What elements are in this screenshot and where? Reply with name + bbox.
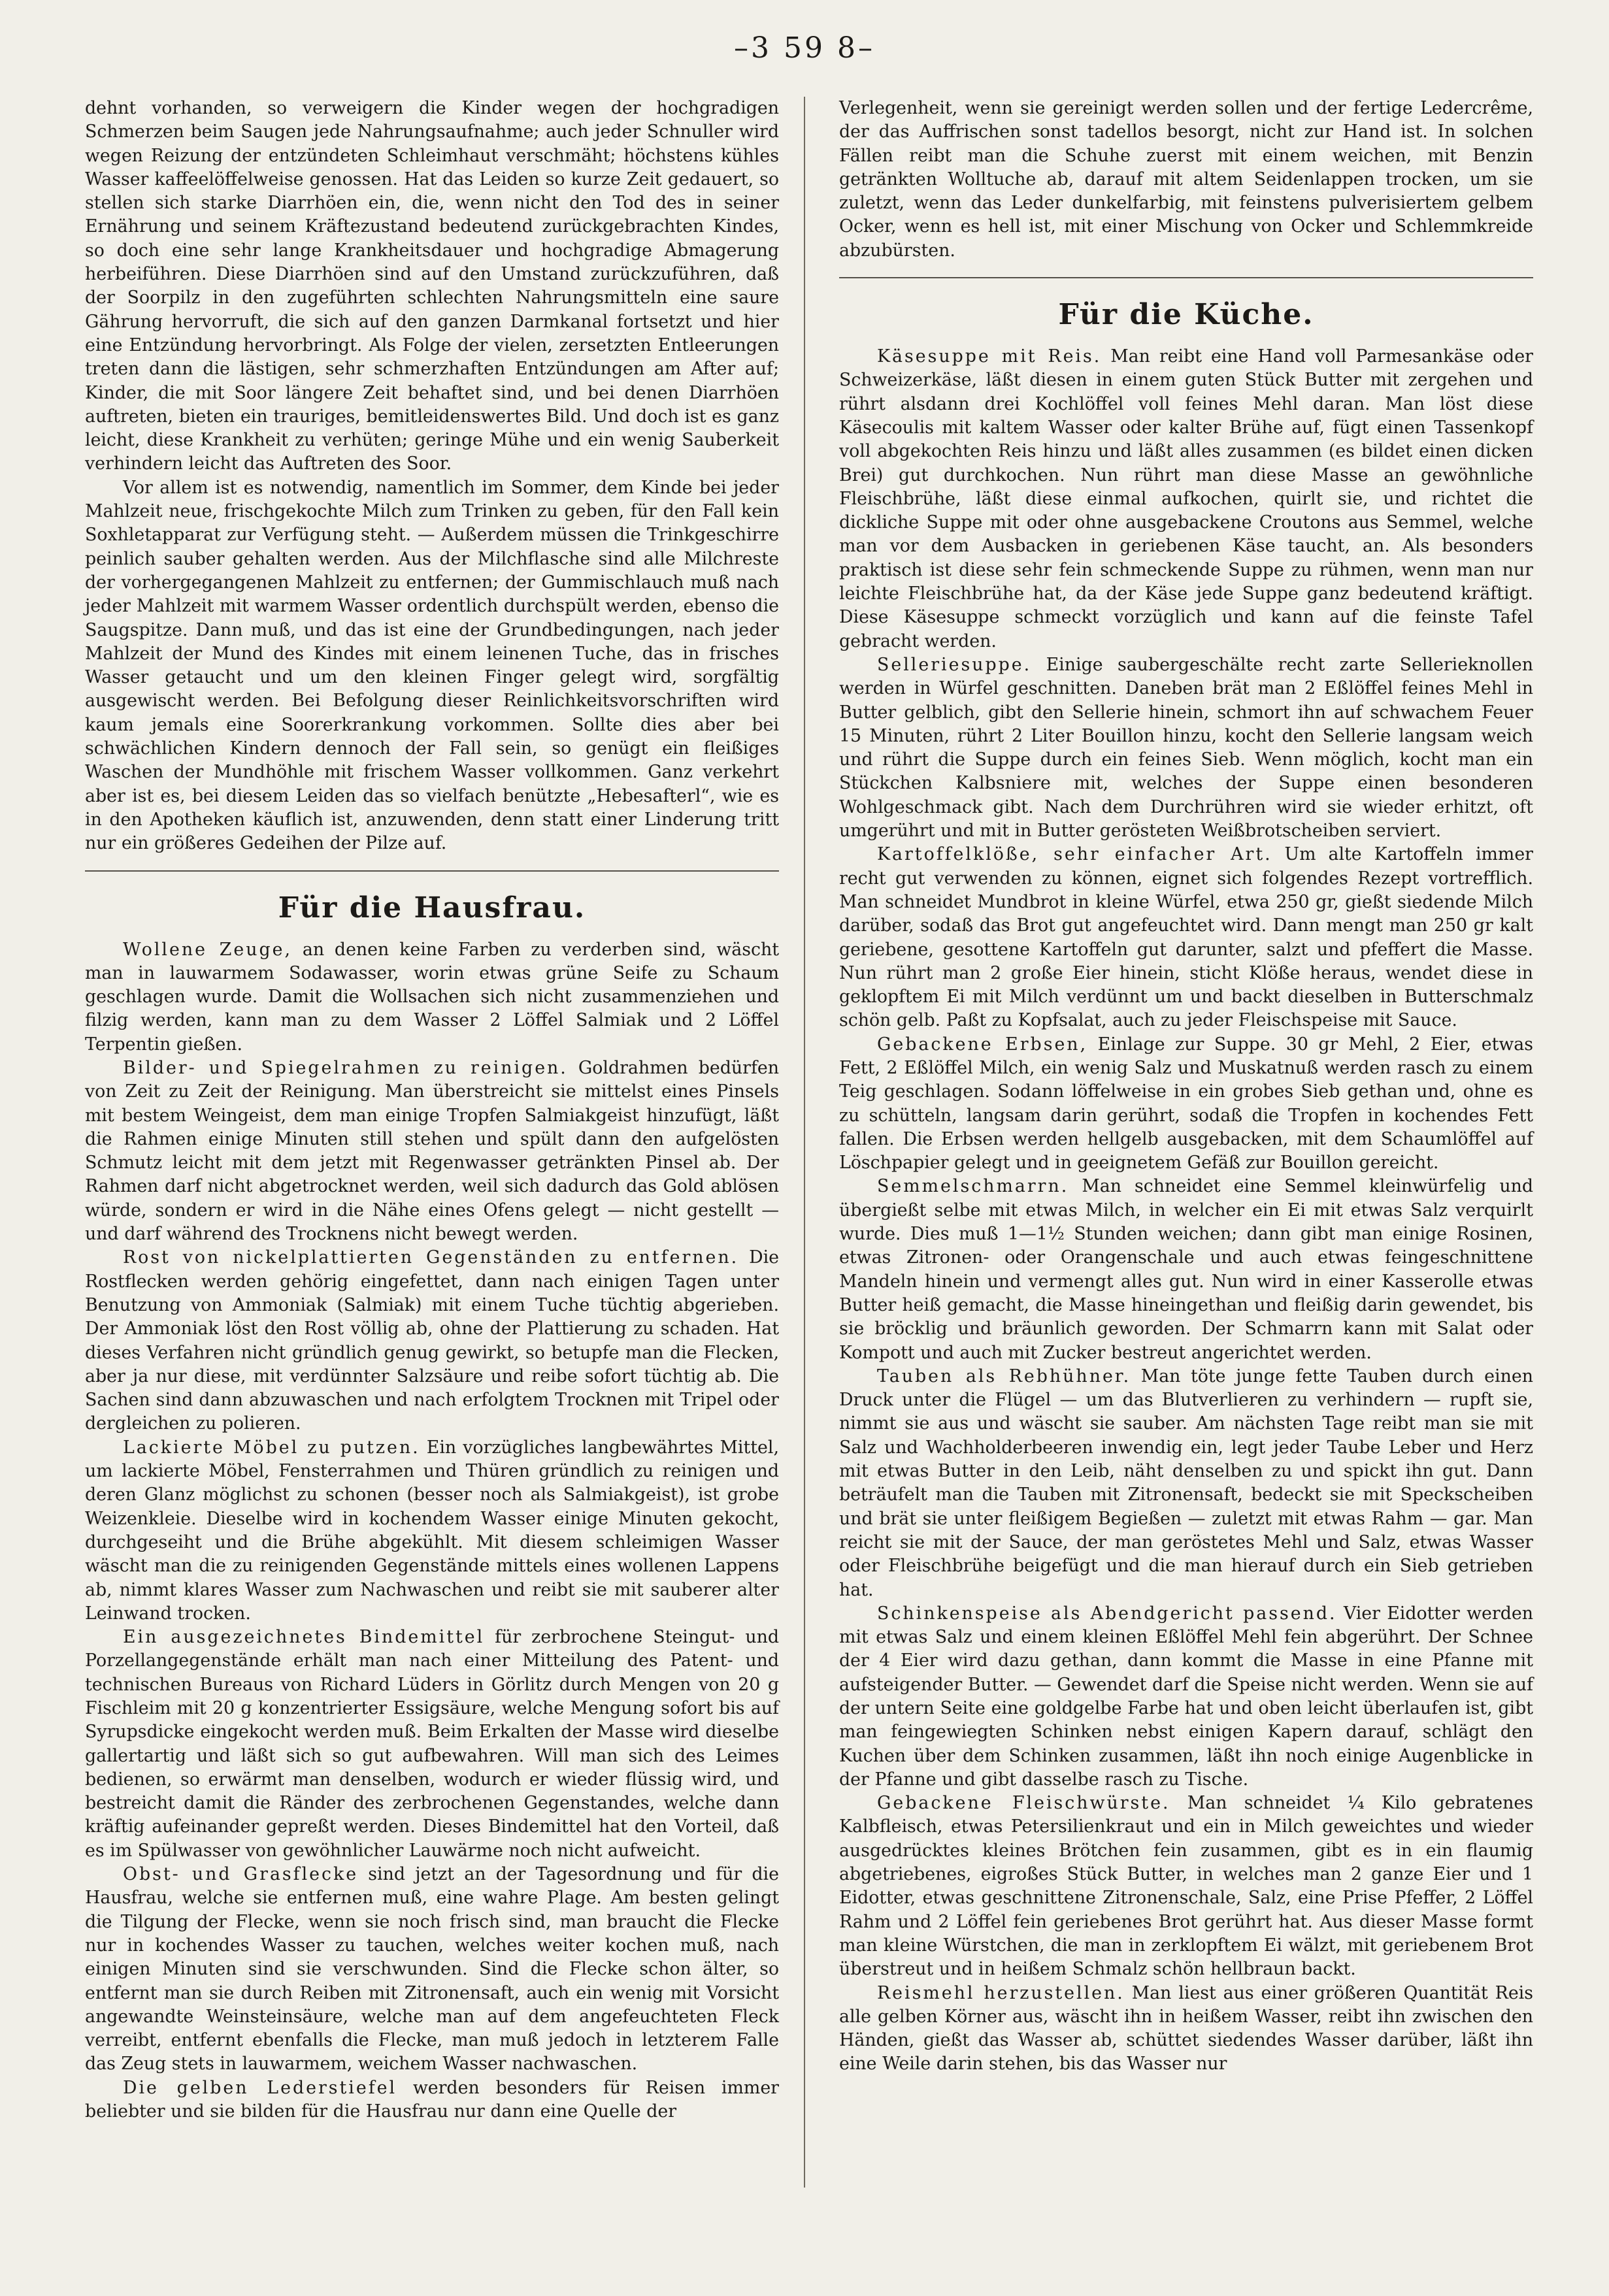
recipe-fleischwuerste [839,1792,1533,1981]
article-title: Wollene Zeuge, [123,939,293,960]
paragraph-lederstiefel-continued: Verlegenheit, wenn sie gereinigt werden sollen und der fertige Ledercrême, der das Auffrischen sonst tadellos besorgt, nicht zur Hand ist. In solchen Fällen reibt man die Schuhe zuerst mit einem weichen, mit Benzin getränkten Wolltuche ab, darauf mit altem Seidenlappen trocken, um sie zuletzt, wenn das Leder dunkelfarbig, mit feinstens pulverisiertem gelbem Ocker, wenn es hell ist, mit einer Mischung von Ocker und Schlemmkreide abzubürsten. [839,98,1533,261]
recipe-title: Reismehl herzustellen. [877,1982,1125,2003]
section-divider [85,870,779,872]
recipe-text: Vier Eidotter werden mit etwas Salz und einem kleinen Eßlöffel Mehl fein abgerührt. Der Schnee der 4 Eier wird dazu gethan, dann kommt die Masse in eine Pfanne mit aufsteigender Butter. — Gewendet darf die Speise nicht werden. Wenn sie auf der untern Seite eine goldgelbe Farbe hat und oben leicht überlaufen ist, gibt man feingewiegten Schinken nebst einigen Kapern darauf, schlägt den Kuchen über dem Schinken zusammen, läßt ihn noch einige Augenblicke in der Pfanne und gibt dasselbe rasch zu Tische. [839,1603,1533,1790]
recipe-text: Um alte Kartoffeln immer recht gut verwenden zu können, eignet sich folgendes Rezept vortrefflich. Man schneidet Mundbrot in kleine Würfel, etwa 250 gr, gießt siedende Milch darüber, sodaß das Brot gut angefeuchtet wird. Dann mengt man 250 gr kalt geriebene, gesottene Kartoffeln gut darunter, salzt und pfeffert die Masse. Nun rührt man 2 große Eier hinein, sticht Klöße heraus, wendet diese in geklopftem Ei mit Milch verdünnt um und backt dieselben in Butterschmalz schön gelb. Paßt zu Kopfsalat, auch zu jeder Fleischspeise mit Sauce. [839,844,1533,1031]
article-bindemittel [85,1626,779,1863]
recipe-semmelschmarrn [839,1175,1533,1364]
section-divider [839,277,1533,278]
article-title: Bilder- und Spiegelrahmen zu reinigen. [123,1057,568,1078]
article-text: Die Rostflecken werden gehörig eingefettet, dann nach einigen Tagen unter Benutzung von Ammoniak (Salmiak) mit einem Tuche tüchtig abgerieben. Der Ammoniak löst den Rost völlig ab, ohne der Plattierung zu schaden. Hat dieses Verfahren nicht gründlich genug gewirkt, so betupfe man die Flecken, aber ja nur diese, mit verdünnter Salzsäure und reibe sofort tüchtig ab. Die Sachen sind dann abzuwaschen und nach erfolgtem Trocknen mit Tripel oder dergleichen zu polieren. [85,1247,779,1434]
article-lederstiefel [85,2076,779,2124]
page-number: –3 59 8– [734,31,875,65]
article-title: Ein ausgezeichnetes Bindemittel [123,1627,485,1648]
paragraph-hygiene: Vor allem ist es notwendig, namentlich im Sommer, dem Kinde bei jeder Mahlzeit neue, frischgekochte Milch zum Trinken zu geben, für den Fall kein Soxhletapparat zur Verfügung steht. — Außerdem müssen die Trinkgeschirre peinlich sauber gehalten werden. Aus der Milchflasche sind alle Milchreste der vorhergegangenen Mahlzeit zu entfernen; der Gummischlauch muß nach jeder Mahlzeit mit warmem Wasser ordentlich durchspült werden, ebenso die Saugspitze. Dann muß, und das ist eine der Grundbedingungen, nach jeder Mahlzeit der Mund des Kindes mit einem leinenen Tuche, das in frisches Wasser getaucht und um den kleinen Finger gelegt wird, sorgfältig ausgewischt werden. Bei Befolgung dieser Reinlichkeitsvorschriften wird kaum jemals eine Soorerkrankung vorkommen. Sollte dies aber bei schwächlichen Kindern dennoch der Fall sein, so genügt ein fleißiges Waschen der Mundhöhle mit frischem Wasser vollkommen. Ganz verkehrt aber ist es, bei diesem Leiden das so vielfach benützte „Hebesafterl“, wie es in den Apotheken käuflich ist, anzuwenden, denn statt einer Linderung tritt nur ein größeres Gedeihen der Pilze auf. [85,477,779,854]
recipe-title: Kartoffelklöße, sehr einfacher Art. [877,844,1272,865]
paragraph-soor-continued: dehnt vorhanden, so verweigern die Kinder wegen der hochgradigen Schmerzen beim Saugen jede Nahrungsaufnahme; auch jeder Schnuller wird wegen Reizung der entzündeten Schleimhaut verschmäht; höchstens kühles Wasser kaffeelöffelweise genossen. Hat das Leiden so kurze Zeit gedauert, so stellen sich starke Diarrhöen ein, die, wenn nicht den Tod des in seiner Ernährung und seinem Kräftezustand bedeutend zurückgebrachten Kindes, so doch eine sehr lange Krankheitsdauer und hochgradige Abmagerung herbeiführen. Diese Diarrhöen sind auf den Umstand zurückzuführen, daß der Soorpilz in den zugeführten schlechten Nahrungsmitteln eine saure Gährung hervorruft, die sich auf den ganzen Darmkanal fortsetzt und hier eine Entzündung hervorbringt. Als Folge der vielen, zersetzten Entleerungen treten dann die lästigen, sehr schmerzhaften Entzündungen am After auf; Kinder, die mit Soor längere Zeit behaftet sind, und bei denen Diarrhöen auftreten, bieten ein trauriges, bemitleidenswertes Bild. Und doch ist es ganz leicht, diese Krankheit zu verhüten; geringe Mühe und ein wenig Sauberkeit verhindern leicht das Auftreten des Soor. [85,98,779,474]
article-text: Ein vorzügliches langbewährtes Mittel, um lackierte Möbel, Fensterrahmen und Thüren gründlich zu reinigen und deren Glanz möglichst zu schonen (besser noch als Salmiakgeist), ist grobe Weizenkleie. Dieselbe wird in kochendem Wasser einige Minuten gekocht, durchgeseiht und die Brühe abgekühlt. Mit diesem schleimigen Wasser wäscht man die zu reinigenden Gegenstände mittels eines wollenen Lappens ab, nimmt klares Wasser zum Nachwaschen und reibt sie mit sauberer alter Leinwand trocken. [85,1437,779,1624]
column-divider [804,97,805,2188]
right-column [839,97,1533,2076]
recipe-tauben [839,1365,1533,1602]
recipe-title: Gebackene Fleischwürste. [877,1793,1170,1814]
recipe-text: Einlage zur Suppe. 30 gr Mehl, 2 Eier, etwas Fett, 2 Eßlöffel Milch, ein wenig Salz und Muskatnuß werden rasch zu einem Teig geschlagen. Sodann löffelweise in ein grobes Sieb gethan und, ohne es zu schütteln, langsam darin gerührt, sodaß die Tropfen in kochendes Fett fallen. Die Erbsen werden hellgelb ausgebacken, mit dem Schaumlöffel auf Löschpapier gelegt und in geeignetem Gefäß zur Bouillon gereicht. [839,1034,1534,1173]
recipe-text: Man töte junge fette Tauben durch einen Druck unter die Flügel — um das Blutverlieren zu verhindern — rupft sie, nimmt sie aus und wäscht sie sauber. Am nächsten Tage reibt man sie mit Salz und Wachholderbeeren inwendig ein, legt jeder Taube Leber und Herz mit etwas Butter in den Leib, näht denselben zu und spickt ihn gut. Dann beträufelt man die Tauben mit Zitronensaft, bedeckt sie mit Speckscheiben und brät sie unter fleißigem Begießen — zuletzt mit etwas Rahm — gar. Man reicht sie mit der Sauce, der man geröstetes Mehl und Salz, etwas Wasser oder Fleischbrühe beigefügt und die man hierauf durch ein Sieb getrieben hat. [839,1366,1533,1600]
article-text: sind jetzt an der Tagesordnung und für die Hausfrau, welche sie entfernen muß, eine wahre Plage. Am besten gelingt die Tilgung der Flecke, wenn sie noch frisch sind, man braucht die Flecke nur in kochendes Wasser zu tauchen, welches weiter kochen muß, nach einigen Minuten sind sie verschwunden. Sind die Flecke schon älter, so entfernt man sie durch Reiben mit Zitronensaft, auch ein wenig mit Vorsicht angewandte Weinsteinsäure, welche man auf dem angefeuchteten Fleck verreibt, entfernt ebenfalls die Flecke, man muß jedoch in letzterem Falle das Zeug stets in lauwarmem, weichem Wasser nachwaschen. [85,1864,779,2075]
left-column [85,97,779,2124]
recipe-text: Einige saubergeschälte recht zarte Sellerieknollen werden in Würfel geschnitten. Daneben brät man 2 Eßlöffel feines Mehl in Butter gelblich, gibt den Sellerie hinein, schmort ihn auf schwachem Feuer 15 Minuten, rührt 2 Liter Bouillon hinzu, kocht den Sellerie langsam weich und rührt die Suppe durch ein feines Sieb. Wenn möglich, kocht man ein Stückchen Kalbsniere mit, welches der Suppe einen besonderen Wohlgeschmack gibt. Nach dem Durchrühren wird sie wieder erhitzt, oft umgerührt und mit in Butter gerösteten Weißbrotscheiben serviert. [839,654,1533,842]
article-text: an denen keine Farben zu verderben sind, wäscht man in lauwarmem Sodawasser, worin etwas grüne Seife zu Schaum geschlagen wurde. Damit die Wollsachen sich nicht zusammenziehen und filzig werden, kann man zu dem Wasser 2 Löffel Salmiak und 2 Löffel Terpentin gießen. [85,939,780,1055]
recipe-title: Schinkenspeise als Abendgericht passend. [877,1603,1337,1624]
article-title: Lackierte Möbel zu putzen. [123,1437,420,1458]
recipe-schinkenspeise [839,1602,1533,1792]
article-rost [85,1246,779,1435]
article-text: für zerbrochene Steingut- und Porzellangegenstände erhält man nach einer Mitteilung des Patent- und technischen Bureaus von Richard Lüders in Görlitz durch Mengen von 20 g Fischleim mit 20 g konzentrierter Essigsäure, welche Mengung sofort bis auf Syrupsdicke eingekocht werden muß. Beim Erkalten der Masse wird dieselbe gallertartig und läßt sich so gut aufbewahren. Will man sich des Leimes bedienen, so erwärmt man denselben, wodurch er wieder flüssig wird, und bestreicht damit die Ränder des zerbrochenen Gegenstandes, welche dann kräftig aufeinander gepreßt werden. Dieses Bindemittel hat den Vorteil, daß es im Spülwasser von gewöhnlicher Lauwärme noch nicht aufweicht. [85,1627,779,1861]
heading-hausfrau: Für die Hausfrau. [278,891,586,925]
recipe-title: Käsesuppe mit Reis. [877,346,1102,367]
recipe-title: Selleriesuppe. [877,654,1032,675]
article-wollene-zeuge [85,938,779,1057]
recipe-text: Man schneidet eine Semmel kleinwürfelig und übergießt selbe mit etwas Milch, in welcher ein Ei mit etwas Salz verquirlt wurde. Dies muß 1—1½ Stunden weichen; dann gibt man einige Rosinen, etwas Zitronen- oder Orangenschale und auch etwas feingeschnittene Mandeln hinein und vermengt alles gut. Nun wird in einer Kasserolle etwas Butter heiß gemacht, die Masse hineingethan und fleißig darin gewendet, bis sie bröcklig und bräunlich geworden. Der Schmarrn kann mit Salat oder Kompott und auch mit Zucker bestreut angerichtet werden. [839,1176,1533,1363]
recipe-text: Man schneidet ¼ Kilo gebratenes Kalbfleisch, etwas Petersilienkraut und ein in Milch geweichtes und wieder ausgedrücktes kleines Brötchen fein zusammen, gibt es in ein flaumig abgetriebenes, eigroßes Stück Butter, in welches man 2 ganze Eier und 1 Eidotter, etwas geschnittene Zitronenschale, Salz, eine Prise Pfeffer, 2 Löffel Rahm und 2 Löffel fein geriebenes Brot gerührt hat. Aus dieser Masse formt man kleine Würstchen, die man in zerklopftem Ei wälzt, mit geriebenem Brot überstreut und in heißem Schmalz schön hellbraun backt. [839,1793,1533,1980]
article-title: Rost von nickelplattierten Gegenständen zu entfernen. [123,1247,739,1268]
recipe-gebackene-erbsen [839,1033,1533,1175]
recipe-reismehl [839,1982,1533,2076]
heading-kueche: Für die Küche. [1058,298,1314,332]
article-flecke [85,1863,779,2076]
article-title: Die gelben Lederstiefel [123,2077,397,2098]
article-text: werden besonders für Reisen immer beliebter und sie bilden für die Hausfrau nur dann eine Quelle der [85,2077,779,2122]
article-bilderrahmen [85,1057,779,1246]
article-moebel [85,1436,779,1626]
recipe-title: Gebackene Erbsen, [877,1034,1088,1055]
recipe-title: Tauben als Rebhühner. [877,1366,1131,1386]
recipe-title: Semmelschmarrn. [877,1176,1069,1197]
article-title: Obst- und Grasflecke [123,1864,359,1885]
recipe-text: Man liest aus einer größeren Quantität Reis alle gelben Körner aus, wäscht ihn in heißem Wasser, reibt ihn zwischen den Händen, gießt das Wasser ab, schüttet siedendes Wasser darüber, läßt ihn eine Weile darin stehen, bis das Wasser nur [839,1982,1534,2075]
article-text: Goldrahmen bedürfen von Zeit zu Zeit der Reinigung. Man überstreicht sie mittelst eines Pinsels mit bestem Weingeist, dem man einige Tropfen Salmiakgeist hinzufügt, läßt die Rahmen einige Minuten still stehen und spült dann den aufgelösten Schmutz leicht mit dem jetzt mit Regenwasser getränkten Pinsel ab. Der Rahmen darf nicht abgetrocknet werden, weil sich dadurch das Gold ablösen würde, sondern er wird in die Nähe eines Ofens gelegt — nicht gestellt — und darf während des Trocknens nicht bewegt werden. [85,1057,779,1245]
recipe-text: Man reibt eine Hand voll Parmesankäse oder Schweizerkäse, läßt diesen in einem guten Stück Butter mit zergehen und rührt alsdann drei Kochlöffel voll feines Mehl daran. Man löst diese Käsecoulis mit kaltem Wasser oder kalter Brühe auf, fügt einen Tassenkopf voll abgekochten Reis hinzu und läßt alles zusammen (es bildet einen dicken Brei) gut durchkochen. Nun rührt man diese Masse an gewöhnliche Fleischbrühe, läßt diese einmal aufkochen, quirlt sie, und richtet die dickliche Suppe mit oder ohne ausgebackene Croutons aus Semmel, welche man vor dem Ausbacken in geriebenen Käse taucht, an. Als besonders praktisch ist diese sehr fein schmeckende Suppe zu rühmen, wenn man nur leichte Fleischbrühe hat, da der Käse jede Suppe ganz bedeutend kräftigt. Diese Käsesuppe schmeckt vorzüglich und kann auf die feinste Tafel gebracht werden. [839,346,1533,651]
recipe-kartoffelkloesse [839,843,1533,1032]
recipe-selleriesuppe [839,653,1533,843]
recipe-kaesesuppe [839,345,1533,653]
